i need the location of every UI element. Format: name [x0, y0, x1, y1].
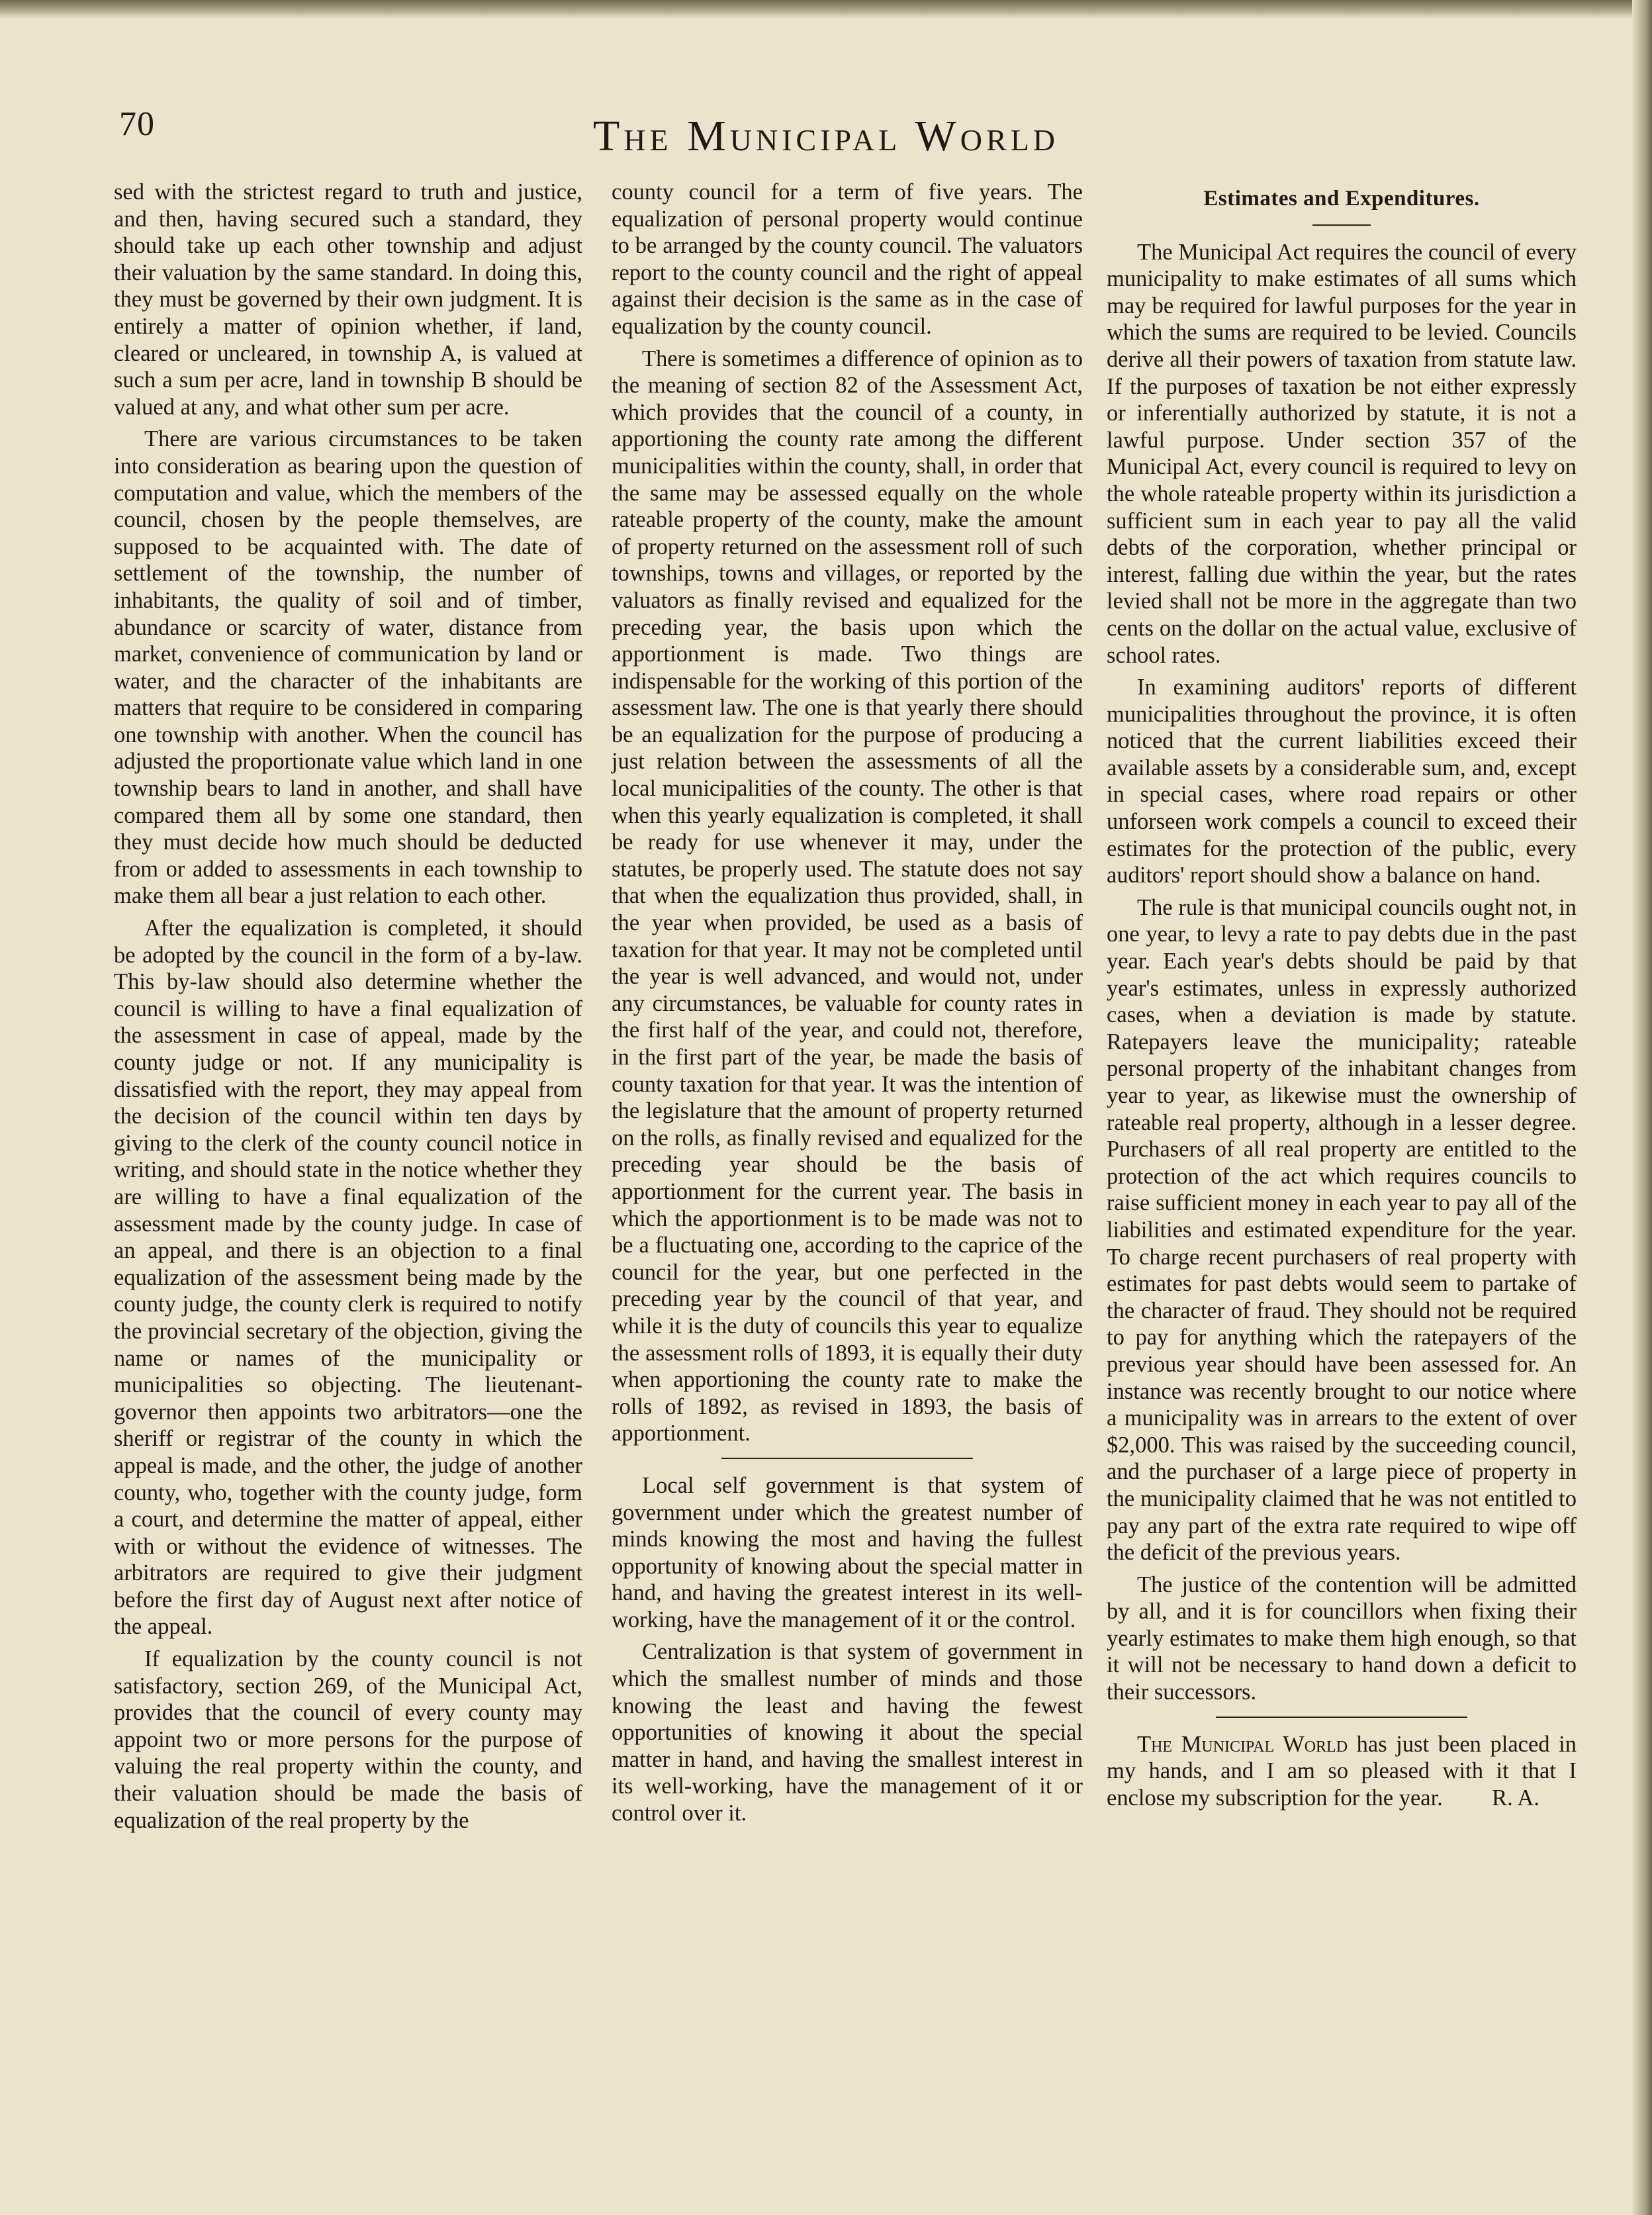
paragraph: After the equalization is completed, it should be adopted by the council in the form of a by-law. This by-law should also determine whether the council is willing to have a final equalization of the assessment in case of appeal, made by the county judge or not. If any municipality is dissatisfied with the report, they may appeal from the decision of the council within ten days by giving to the clerk of the county council notice in writing, and should state in the notice whether they are willing to have a final equalization of the assessment made by the county judge. In case of an appeal, and there is an objection to a final equalization of the assessment being made by the county judge, the county clerk is required to notify the provincial secretary of the objection, giving the name or names of the municipality or municipalities so objecting. The lieutenant-governor then appoints two arbitrators—one the sheriff or registrar of the county in which the appeal is made, and the other, the judge of another county, who, together with the county judge, form a court, and determine the matter of appeal, either with or without the evidence of witnesses. The arbitrators are required to give their judgment before the first day of August next after notice of the appeal. [114, 916, 582, 1640]
page-number: 70 [119, 105, 155, 143]
paragraph: county council for a term of five years. The equalization of personal property would continue to be arranged by the county council. The valuators report to the county council and the right of appeal against their decision is the same as in the case of equalization by the county council. [612, 179, 1083, 339]
letter-paragraph [1107, 1731, 1577, 1812]
page-top-edge [0, 0, 1652, 19]
paragraph: Centralization is that system of government in which the smallest number of minds and those knowing the least and having the fewest opportunities of knowing it about the special matter in hand, and having the smallest interest in its well-working, have the management of it or control over it. [612, 1639, 1083, 1826]
letter-publication-name: The Municipal World [1137, 1731, 1348, 1757]
column-left [114, 179, 582, 1839]
page-right-edge [1632, 0, 1652, 2215]
paragraph: The rule is that municipal councils ought not, in one year, to levy a rate to pay debts due in the past year. Each year's debts should be paid by that year's estimates, unless in expressly authorized cases, when a deviation is made by statute. Ratepayers leave the municipality; rateable personal property of the inhabitant changes from year to year, as likewise must the ownership of rateable real property, although in a lesser degree. Purchasers of all real property are entitled to the protection of the act which requires councils to raise sufficient money in each year to pay all of the liabilities and estimated expenditure for the year. To charge recent purchasers of real property with estimates for past debts would seem to partake of the character of fraud. They should not be required to pay for anything which the ratepayers of the previous year should have been assessed for. An instance was recently brought to our notice where a municipality was in arrears to the extent of over $2,000. This was raised by the succeeding council, and the purchaser of a large piece of property in the municipality claimed that he was not entitled to pay any part of the extra rate required to wipe off the deficit of the previous years. [1107, 894, 1577, 1566]
paragraph: The justice of the contention will be admitted by all, and it is for councillors when fixing their yearly estimates to make them high enough, so that it will not be necessary to hand down a deficit to their successors. [1107, 1572, 1577, 1705]
section-divider [1216, 1717, 1467, 1718]
paragraph: If equalization by the county council is not satisfactory, section 269, of the Municipal Act, provides that the council of every county may appoint two or more persons for the purpose of valuing the real property within the county, and their valuation should be made the basis of equalization of the real property by the [114, 1646, 582, 1833]
paragraph: There are various circumstances to be taken into consideration as bearing upon the question of computation and value, which the members of the council, chosen by the people themselves, are supposed to be acquainted with. The date of settlement of the township, the number of inhabitants, the quality of soil and of timber, abundance or scarcity of water, distance from market, convenience of communication by land or water, and the character of the inhabitants are matters that require to be considered in comparing one township with another. When the council has adjusted the proportionate value which land in one township bears to land in another, and shall have compared them all by some one standard, then they must decide how much should be deducted from or added to assessments in each township to make them all bear a just relation to each other. [114, 426, 582, 909]
section-divider [721, 1458, 973, 1459]
page-title: The Municipal World [592, 112, 1060, 160]
paragraph: Local self government is that system of government under which the greatest number of minds knowing the most and having the fullest opportunity of knowing about the special matter in hand, and having the greatest interest in its well-working, have the management of it or the control. [612, 1472, 1083, 1632]
paragraph: In examining auditors' reports of different municipalities throughout the province, it is often noticed that the current liabilities exceed their available assets by a considerable sum, and, except in special cases, where road repairs or other unforseen work compels a council to exceed their estimates for the protection of the public, every auditors' report should show a balance on hand. [1107, 675, 1577, 888]
column-right [1107, 179, 1577, 1816]
heading-rule [1312, 224, 1371, 226]
paragraph: sed with the strictest regard to truth and justice, and then, having secured such a standard, they should take up each other township and adjust their valuation by the same standard. In doing this, they must be governed by their own judgment. It is entirely a matter of opinion whether, if land, cleared or uncleared, in township A, is valued at such a sum per acre, land in township B should be valued at any, and what other sum per acre. [114, 179, 582, 420]
letter-signature: R. A. [1492, 1785, 1539, 1811]
paragraph: The Municipal Act requires the council of every municipality to make estimates of all sums which may be required for lawful purposes for the year in which the sums are required to be levied. Councils derive all their powers of taxation from statute law. If the purposes of taxation be not either expressly or inferentially authorized by statute, it is not a lawful purpose. Under section 357 of the Municipal Act, every council is required to levy on the whole rateable property within its jurisdiction a sufficient sum in each year to pay all the valid debts of the corporation, whether principal or interest, falling due within the year, but the rates levied shall not be more in the aggregate than two cents on the dollar on the actual value, exclusive of school rates. [1107, 239, 1577, 668]
section-heading: Estimates and Expenditures. [1203, 187, 1480, 211]
column-middle [612, 179, 1083, 1832]
letter-text: has just been placed in my hands, and I am so pleased with it that I enclose my subscription for the year. [1107, 1731, 1577, 1811]
paragraph: There is sometimes a difference of opinion as to the meaning of section 82 of the Assessment Act, which provides that the council of a county, in apportioning the county rate among the different municipalities within the county, shall, in order that the same may be assessed equally on the whole rateable property of the county, make the amount of property returned on the assessment roll of such townships, towns and villages, or reported by the valuators as finally revised and equalized for the preceding year, the basis upon which the apportionment is made. Two things are indispensable for the working of this portion of the assessment law. The one is that yearly there should be an equalization for the purpose of producing a just relation between the assessments of all the local municipalities of the county. The other is that when this yearly equalization is completed, it shall be ready for use whenever it may, under the statutes, be properly used. The statute does not say that when the equalization thus provided, shall, in the year when provided, be used as a basis of taxation for that year. It may not be completed until the year is well advanced, and would not, under any circumstances, be valuable for county rates in the first half of the year, and could not, therefore, in the first part of the year, be made the basis of county taxation for that year. It was the intention of the legislature that the amount of property returned on the rolls, as finally revised and equalized for the preceding year should be the basis of apportionment for the current year. The basis in which the apportionment is to be made was not to be a fluctuating one, according to the caprice of the council for the year, but one perfected in the preceding year by the council of that year, and while it is the duty of councils this year to equalize the assessment rolls of 1893, it is equally their duty when apportioning the county rate to make the rolls of 1892, as revised in 1893, the basis of apportionment. [612, 346, 1083, 1446]
